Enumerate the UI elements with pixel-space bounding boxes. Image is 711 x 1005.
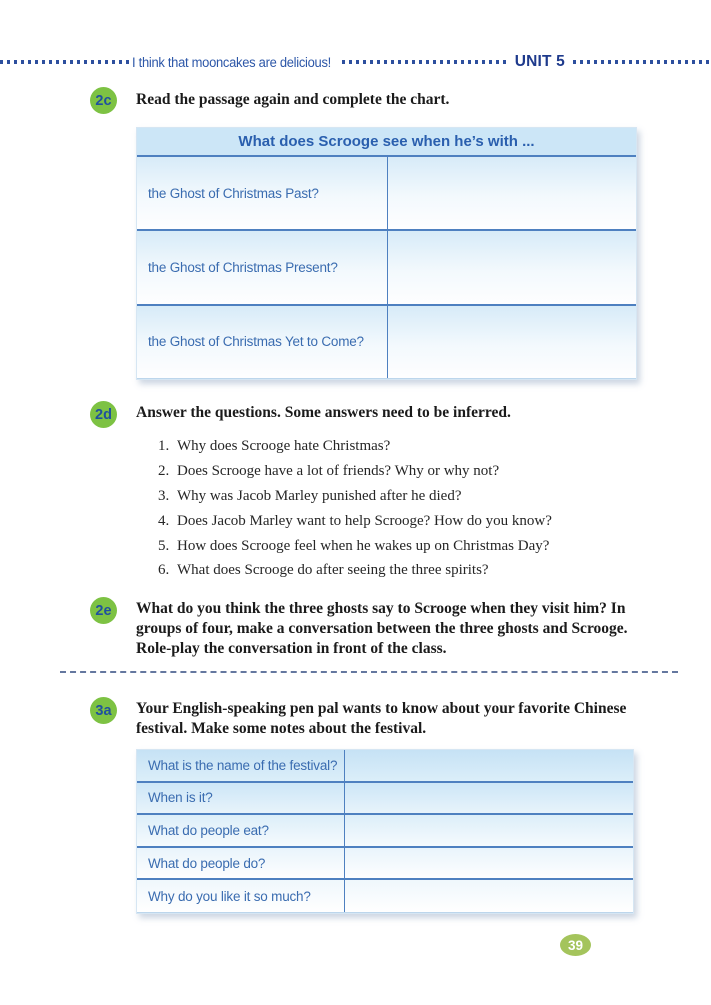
row-label: What do people do?: [148, 855, 266, 871]
section-divider: [60, 671, 678, 673]
question-item: [158, 509, 658, 534]
row-label: the Ghost of Christmas Past?: [148, 185, 319, 201]
table-row: [137, 880, 633, 913]
question-list: [158, 434, 658, 583]
question-number: 1.: [158, 437, 170, 454]
answer-cell: [344, 783, 633, 814]
answer-cell: [387, 157, 636, 229]
dotted-rule-right: [573, 60, 711, 64]
question-text: What does Scrooge do after seeing the three spirits?: [177, 562, 489, 579]
section-3a-instruction: Your English-speaking pen pal wants to know about your favorite Chinese festival. Make some notes about the festival.: [136, 700, 627, 737]
section-badge-3a: 3a: [90, 697, 117, 724]
answer-cell: [344, 815, 633, 846]
table-row: [137, 783, 633, 816]
question-text: Why was Jacob Marley punished after he died?: [177, 487, 462, 504]
table-row: [137, 750, 633, 783]
scrooge-chart-table: [136, 127, 637, 380]
answer-cell: [344, 750, 633, 781]
section-2e-instruction: What do you think the three ghosts say to Scrooge when they visit him? In groups of four, make a conversation between the three ghosts and Scrooge. Role-play the conversation in front of the class.: [136, 600, 628, 657]
section-2d-instruction: Answer the questions. Some answers need to be inferred.: [136, 404, 511, 421]
answer-cell: [344, 848, 633, 879]
row-label: the Ghost of Christmas Present?: [148, 259, 338, 275]
festival-notes-table: [136, 749, 634, 914]
question-number: 2.: [158, 462, 170, 479]
page-header: [0, 53, 711, 71]
unit-label: UNIT 5: [514, 53, 565, 70]
row-label: What do people eat?: [148, 822, 269, 838]
question-text: How does Scrooge feel when he wakes up on Christmas Day?: [177, 537, 550, 554]
question-item: [158, 459, 658, 484]
scrooge-chart-title: What does Scrooge see when he’s with ...: [137, 128, 636, 157]
question-item: [158, 434, 658, 459]
answer-cell: [344, 880, 633, 912]
question-text: Does Scrooge have a lot of friends? Why or why not?: [177, 462, 500, 479]
question-number: 3.: [158, 487, 170, 504]
section-badge-2c: 2c: [90, 87, 117, 114]
answer-cell: [387, 231, 636, 303]
section-badge-2d: 2d: [90, 401, 117, 428]
lesson-title: I think that mooncakes are delicious!: [132, 54, 331, 70]
dotted-rule-middle: [342, 60, 506, 64]
page-number-badge: 39: [560, 934, 591, 956]
question-item: [158, 558, 658, 583]
section-2c-instruction: Read the passage again and complete the chart.: [136, 91, 450, 108]
row-label: Why do you like it so much?: [148, 888, 311, 904]
table-row: [137, 815, 633, 848]
answer-cell: [387, 306, 636, 378]
question-item: [158, 484, 658, 509]
section-badge-2e: 2e: [90, 597, 117, 624]
table-row: [137, 231, 636, 305]
table-row: [137, 306, 636, 379]
row-label: When is it?: [148, 790, 213, 806]
question-number: 6.: [158, 562, 170, 579]
table-row: [137, 848, 633, 881]
table-row: [137, 157, 636, 231]
question-text: Why does Scrooge hate Christmas?: [177, 437, 391, 454]
question-text: Does Jacob Marley want to help Scrooge? How do you know?: [177, 512, 552, 529]
dotted-rule-left: [0, 60, 129, 64]
row-label: the Ghost of Christmas Yet to Come?: [148, 334, 364, 350]
question-number: 5.: [158, 537, 170, 554]
row-label: What is the name of the festival?: [148, 757, 338, 773]
question-item: [158, 534, 658, 559]
question-number: 4.: [158, 512, 170, 529]
scrooge-chart-body: [137, 157, 636, 379]
